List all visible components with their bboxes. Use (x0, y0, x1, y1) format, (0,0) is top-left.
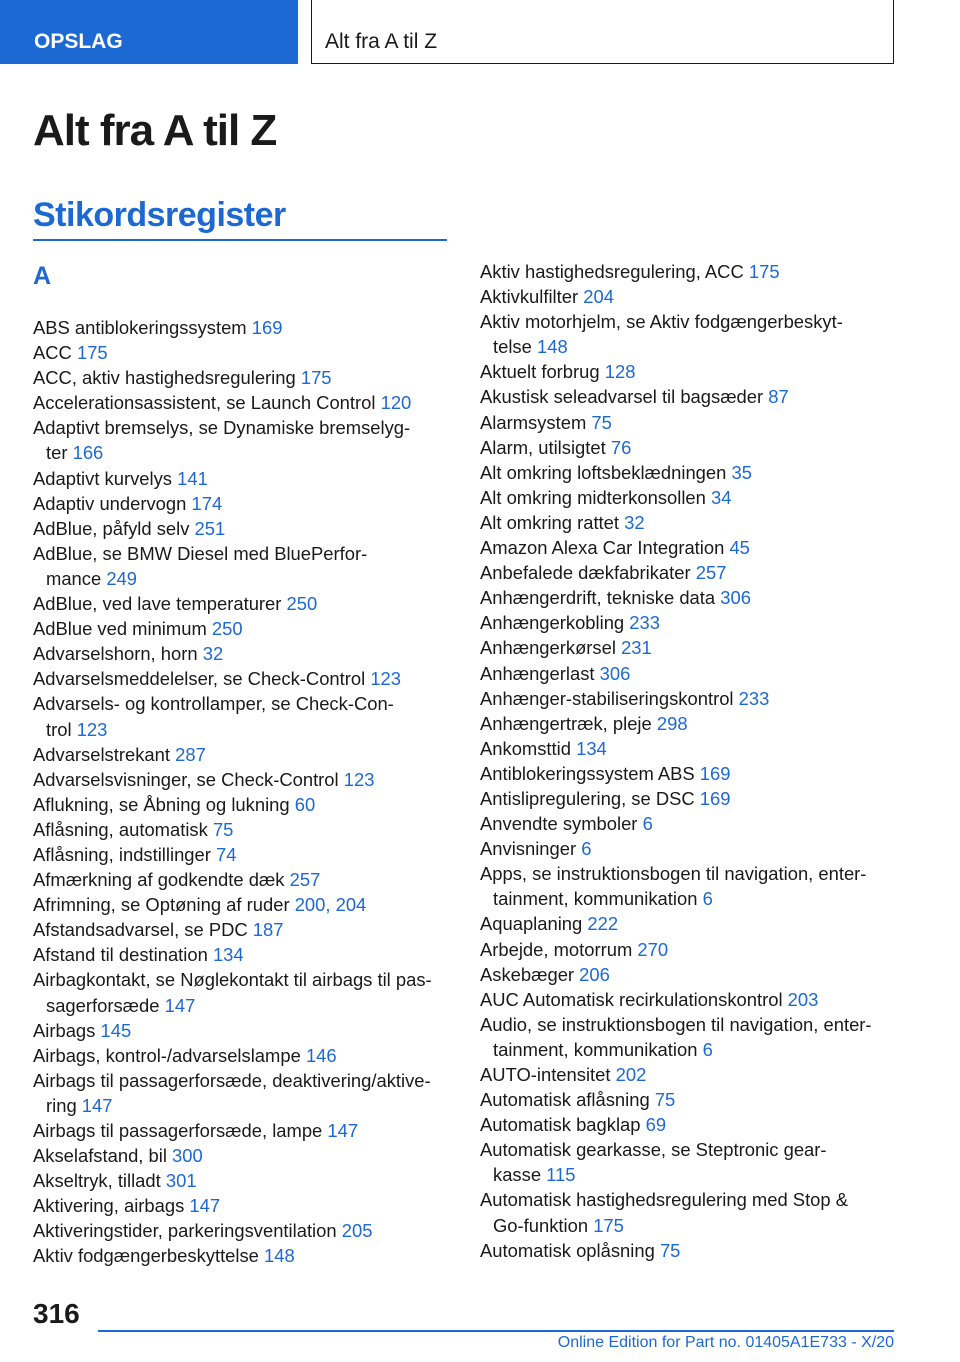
index-entry (33, 767, 453, 792)
index-entry-term: Akustisk seleadvarsel til bagsæder (480, 386, 764, 408)
index-entry-term: Antislipregulering, se DSC (480, 787, 695, 809)
index-entry (33, 1018, 453, 1043)
index-entry-pages[interactable]: 123 (370, 668, 402, 690)
index-entry-pages[interactable]: 250 (211, 618, 243, 640)
index-entry (480, 535, 900, 560)
index-entry-pages[interactable]: 175 (76, 342, 108, 364)
index-entry (33, 1043, 453, 1068)
index-entry (33, 641, 453, 666)
index-entry-pages[interactable]: 287 (175, 743, 206, 765)
index-entry-term: Anhængerkørsel (480, 637, 616, 659)
index-entry-term: Airbags til passagerforsæde, deaktivering/aktive- (33, 1069, 431, 1091)
index-entry (33, 1118, 453, 1143)
index-entry-pages[interactable]: 134 (576, 737, 607, 759)
index-entry (33, 1068, 453, 1118)
index-entry (33, 591, 453, 616)
index-entry-term: ABS antiblokeringssystem (33, 317, 247, 338)
index-entry (480, 1087, 900, 1112)
index-entry-pages[interactable]: 200, 204 (294, 894, 367, 916)
index-entry-term: Go-funktion (493, 1214, 589, 1236)
index-entry-pages[interactable]: 205 (341, 1220, 373, 1242)
index-entry-pages[interactable]: 257 (289, 869, 321, 891)
index-entry (33, 541, 453, 591)
index-entry-term: Anvendte symboler (480, 813, 638, 835)
index-entry (33, 365, 453, 390)
index-entry-term: AdBlue, ved lave temperaturer (33, 593, 282, 615)
index-entry (33, 817, 453, 842)
index-entry-pages[interactable]: 204 (583, 286, 614, 308)
index-entry (33, 917, 453, 942)
index-entry (480, 384, 900, 409)
index-entry-pages[interactable]: 203 (787, 988, 819, 1010)
index-entry-term: Accelerationsassistent, se Launch Control (33, 392, 376, 414)
index-entry-term: Advarselshorn, horn (33, 643, 198, 665)
index-entry-pages[interactable]: 166 (72, 442, 104, 464)
index-entry (480, 485, 900, 510)
index-entry-term: Airbags, kontrol-/advarselslampe (33, 1044, 301, 1066)
index-entry-pages[interactable]: 147 (164, 994, 196, 1016)
index-entry-pages[interactable]: 187 (252, 919, 284, 941)
index-entry (480, 309, 900, 359)
index-entry-pages[interactable]: 32 (624, 511, 645, 533)
index-entry-pages[interactable]: 75 (654, 1089, 676, 1111)
index-entry-term: mance (46, 567, 102, 589)
index-entry-term: telse (493, 336, 532, 358)
index-entry-term: Aflukning, se Åbning og lukning (33, 793, 290, 815)
index-entry-pages[interactable]: 306 (720, 587, 751, 609)
index-entry (480, 861, 900, 911)
index-entry (33, 792, 453, 817)
index-entry-pages[interactable]: 145 (100, 1019, 132, 1041)
index-entry-pages[interactable]: 148 (264, 1245, 295, 1267)
index-entry-pages[interactable]: 128 (604, 361, 636, 383)
index-entry-pages[interactable]: 76 (610, 436, 632, 458)
section-divider (33, 239, 447, 241)
index-entry-term: Aktivering, airbags (33, 1195, 185, 1217)
index-entry (480, 359, 900, 384)
index-entry (33, 1143, 453, 1168)
index-entry (33, 666, 453, 691)
index-entry-term: kasse (493, 1164, 542, 1186)
index-entry-pages[interactable]: 250 (286, 593, 318, 615)
index-entry-term: Anhængerlast (480, 662, 595, 684)
index-entry-term: Afstand til destination (33, 944, 208, 966)
index-entry-term: Afstandsadvarsel, se PDC (33, 919, 248, 941)
index-entry-term: Afrimning, se Optøning af ruder (33, 894, 290, 916)
edition-note: Online Edition for Part no. 01405A1E733 - X/20 (557, 1334, 894, 1351)
index-entry-term: ACC (33, 342, 72, 364)
index-entry (480, 1187, 900, 1237)
index-entry-term: Airbags til passagerforsæde, lampe (33, 1120, 323, 1141)
index-column-right (480, 259, 900, 1263)
index-entry (33, 691, 453, 741)
index-entry (33, 315, 453, 340)
index-entry-pages[interactable]: 74 (216, 843, 237, 865)
section-tab: OPSLAG (0, 0, 298, 64)
index-entry-term: AdBlue, se BMW Diesel med BluePerfor- (33, 542, 368, 564)
index-entry-pages[interactable]: 175 (300, 367, 332, 389)
index-entry-term: Afmærkning af godkendte dæk (33, 869, 285, 891)
index-entry-pages[interactable]: 146 (305, 1044, 337, 1066)
index-entry-term: Apps, se instruktionsbogen til navigation, enter- (480, 863, 867, 885)
index-entry-pages[interactable]: 75 (212, 818, 234, 840)
index-entry-pages[interactable]: 270 (637, 938, 669, 960)
index-entry-pages[interactable]: 300 (172, 1145, 203, 1167)
index-entry (480, 259, 900, 284)
index-entry (480, 1062, 900, 1087)
index-entry-term: Automatisk bagklap (480, 1114, 641, 1136)
index-entry-pages[interactable]: 147 (189, 1195, 221, 1217)
index-entry-pages[interactable]: 69 (645, 1114, 667, 1136)
index-entry (480, 1238, 900, 1263)
index-entry-term: ter (46, 442, 68, 464)
index-entry-term: Airbagkontakt, se Nøglekontakt til airbags til pas- (33, 969, 432, 991)
index-entry-pages[interactable]: 6 (702, 888, 713, 910)
index-entry-pages[interactable]: 147 (327, 1120, 359, 1141)
index-entry (33, 967, 453, 1017)
index-entry (33, 1193, 453, 1218)
index-entry (33, 742, 453, 767)
index-entry-term: Audio, se instruktionsbogen til navigation, enter- (480, 1013, 872, 1035)
index-entry (33, 616, 453, 641)
index-entry-term: Aflåsning, indstillinger (33, 843, 211, 865)
index-entry-term: Anhængertræk, pleje (480, 712, 652, 734)
index-entry (480, 987, 900, 1012)
index-entry (480, 510, 900, 535)
index-entry (480, 284, 900, 309)
index-entry-pages[interactable]: 123 (76, 718, 108, 740)
index-entry (480, 610, 900, 635)
index-entry-term: Aktuelt forbrug (480, 361, 600, 383)
index-entry-term: Aktiv fodgængerbeskyttelse (33, 1245, 259, 1267)
index-entry (480, 661, 900, 686)
index-entry (480, 937, 900, 962)
index-entry-term: AdBlue, påfyld selv (33, 517, 190, 539)
index-entry (480, 962, 900, 987)
index-entry-pages[interactable]: 148 (536, 336, 568, 358)
index-entry-term: Anhængerkobling (480, 612, 625, 634)
index-entry (33, 867, 453, 892)
index-entry-term: Amazon Alexa Car Integration (480, 537, 725, 559)
index-entry-pages[interactable]: 75 (659, 1239, 681, 1261)
index-entry (480, 686, 900, 711)
index-entry-term: Aktiv hastighedsregulering, ACC (480, 261, 744, 282)
index-column-left (33, 315, 453, 1269)
index-entry-pages[interactable]: 6 (581, 838, 592, 860)
index-entry (480, 585, 900, 610)
index-entry-pages[interactable]: 32 (202, 643, 224, 665)
index-entry-term: sagerforsæde (46, 994, 160, 1016)
index-entry-pages[interactable]: 202 (615, 1064, 647, 1085)
index-entry-pages[interactable]: 169 (699, 762, 731, 784)
index-entry-term: Automatisk gearkasse, se Steptronic gear- (480, 1139, 827, 1161)
index-entry-term: Aktiveringstider, parkeringsventilation (33, 1220, 337, 1242)
index-entry-term: AUTO-intensitet (480, 1064, 611, 1085)
index-entry-term: tainment, kommunikation (493, 1038, 698, 1060)
index-entry (33, 516, 453, 541)
index-entry (480, 836, 900, 861)
index-entry-term: Advarsels- og kontrollamper, se Check-Con- (33, 693, 394, 715)
index-entry-term: Askebæger (480, 963, 575, 985)
index-entry-term: Arbejde, motorrum (480, 938, 633, 960)
index-entry-term: AdBlue ved minimum (33, 618, 207, 640)
index-entry-pages[interactable]: 169 (699, 787, 731, 809)
index-entry-term: Anhænger-stabiliseringskontrol (480, 687, 734, 709)
index-entry-pages[interactable]: 301 (165, 1170, 197, 1192)
index-entry-term: Anhængerdrift, tekniske data (480, 587, 716, 609)
index-entry-pages[interactable]: 6 (642, 813, 653, 835)
index-entry-pages[interactable]: 141 (177, 467, 208, 489)
index-entry-pages[interactable]: 233 (629, 612, 660, 634)
index-entry-term: Antiblokeringssystem ABS (480, 762, 695, 784)
index-entry (480, 811, 900, 836)
chapter-tab: Alt fra A til Z (311, 0, 894, 64)
index-entry-term: Advarselstrekant (33, 743, 170, 765)
index-entry (33, 1243, 453, 1268)
index-entry (33, 892, 453, 917)
index-entry-term: Advarselsvisninger, se Check-Control (33, 768, 339, 790)
index-entry-term: Aflåsning, automatisk (33, 818, 208, 840)
index-entry (33, 942, 453, 967)
index-entry (480, 786, 900, 811)
index-entry-term: Anbefalede dækfabrikater (480, 562, 691, 584)
index-entry-term: Alt omkring midterkonsollen (480, 486, 706, 508)
index-entry-pages[interactable]: 257 (695, 562, 727, 584)
index-entry-term: Advarselsmeddelelser, se Check-Control (33, 668, 366, 690)
index-entry-term: Aktiv motorhjelm, se Aktiv fodgængerbeskyt- (480, 311, 843, 333)
index-entry (33, 491, 453, 516)
index-entry-term: Adaptivt kurvelys (33, 467, 173, 489)
index-entry-pages[interactable]: 175 (593, 1214, 624, 1236)
index-entry-pages[interactable]: 169 (251, 317, 283, 338)
index-entry (33, 340, 453, 365)
index-entry (33, 466, 453, 491)
index-entry (480, 635, 900, 660)
index-entry (33, 1168, 453, 1193)
index-entry-pages[interactable]: 206 (579, 963, 610, 985)
index-entry (480, 711, 900, 736)
index-entry-term: Alt omkring rattet (480, 511, 619, 533)
index-entry-pages[interactable]: 175 (748, 261, 780, 282)
index-entry-pages[interactable]: 249 (106, 567, 138, 589)
index-entry-pages[interactable]: 45 (729, 537, 750, 559)
index-entry (480, 560, 900, 585)
index-entry-term: Airbags (33, 1019, 96, 1041)
index-entry-pages[interactable]: 60 (294, 793, 316, 815)
index-entry-pages[interactable]: 35 (731, 461, 752, 483)
index-entry-term: Alarmsystem (480, 411, 587, 433)
index-entry (33, 1218, 453, 1243)
index-entry-term: ACC, aktiv hastighedsregulering (33, 367, 296, 389)
index-entry (480, 761, 900, 786)
index-entry-pages[interactable]: 298 (656, 712, 688, 734)
index-entry-term: Automatisk aflåsning (480, 1089, 650, 1111)
index-entry-term: AUC Automatisk recirkulationskontrol (480, 988, 783, 1010)
index-entry (480, 410, 900, 435)
index-entry-term: Adaptiv undervogn (33, 492, 187, 514)
index-entry-pages[interactable]: 34 (711, 486, 732, 508)
index-entry-term: Akselafstand, bil (33, 1145, 167, 1167)
index-entry-pages[interactable]: 233 (738, 687, 770, 709)
index-entry-pages[interactable]: 222 (587, 913, 619, 935)
index-entry (480, 911, 900, 936)
index-entry-pages[interactable]: 231 (621, 637, 652, 659)
index-entry-term: trol (46, 718, 72, 740)
index-entry (480, 1112, 900, 1137)
index-entry-term: Alt omkring loftsbeklædningen (480, 461, 727, 483)
index-entry (480, 435, 900, 460)
index-entry-term: Automatisk oplåsning (480, 1239, 655, 1261)
index-entry-pages[interactable]: 120 (380, 392, 412, 414)
index-entry-term: Aquaplaning (480, 913, 583, 935)
index-entry (33, 415, 453, 465)
index-entry-pages[interactable]: 6 (702, 1038, 713, 1060)
index-entry-term: Automatisk hastighedsregulering med Stop & (480, 1189, 849, 1211)
index-entry-term: Ankomsttid (480, 737, 571, 759)
index-entry-pages[interactable]: 115 (546, 1164, 576, 1186)
index-entry-term: ring (46, 1094, 77, 1116)
index-entry-term: Adaptivt bremselys, se Dynamiske bremselyg- (33, 417, 411, 439)
index-entry (480, 736, 900, 761)
index-entry (480, 1012, 900, 1062)
index-entry-pages[interactable]: 87 (768, 386, 789, 408)
index-entry-term: Alarm, utilsigtet (480, 436, 606, 458)
page-number: 316 (33, 1298, 80, 1329)
index-letter-heading: A (33, 262, 52, 290)
index-entry-pages[interactable]: 306 (599, 662, 631, 684)
index-entry-pages[interactable]: 251 (194, 517, 226, 539)
index-entry (480, 1137, 900, 1187)
index-entry-term: Aktivkulfilter (480, 286, 579, 308)
index-entry-pages[interactable]: 123 (343, 768, 375, 790)
index-entry-term: Anvisninger (480, 838, 577, 860)
index-entry (33, 842, 453, 867)
index-entry-term: tainment, kommunikation (493, 888, 698, 910)
page-title: Alt fra A til Z (33, 106, 277, 155)
index-entry-pages[interactable]: 75 (591, 411, 612, 433)
index-entry-term: Akseltryk, tilladt (33, 1170, 161, 1192)
index-entry-pages[interactable]: 134 (212, 944, 244, 966)
index-entry (480, 460, 900, 485)
index-entry-pages[interactable]: 147 (81, 1094, 113, 1116)
section-title: Stikordsregister (33, 196, 286, 234)
index-entry (33, 390, 453, 415)
index-entry-pages[interactable]: 174 (191, 492, 223, 514)
footer-divider (98, 1330, 894, 1332)
